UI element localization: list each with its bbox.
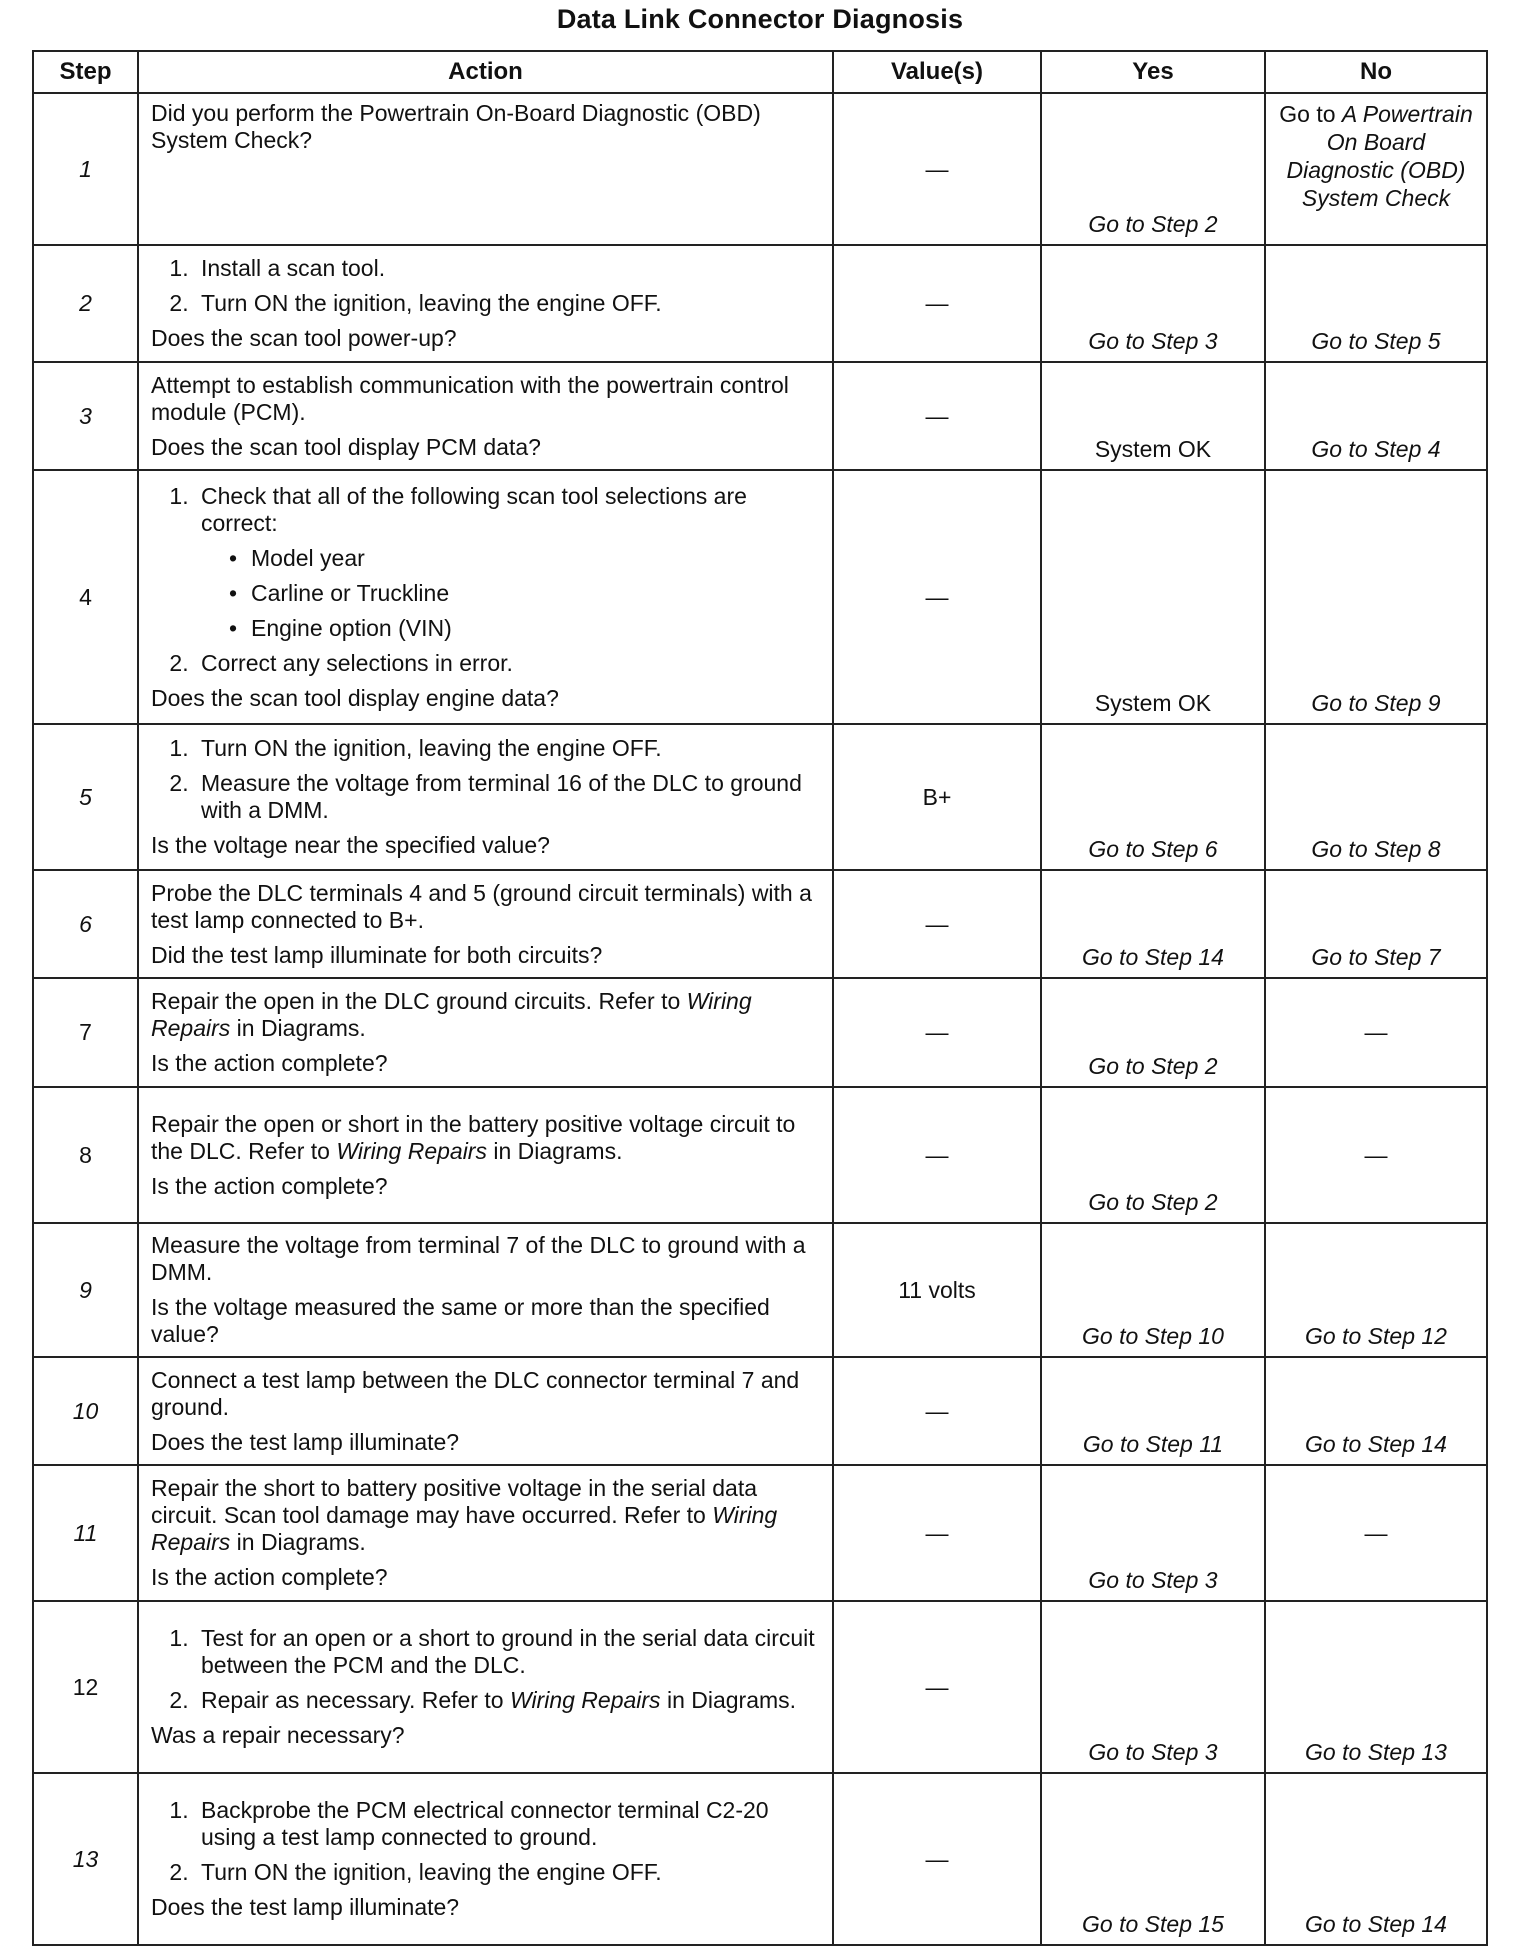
- header-yes: Yes: [1041, 51, 1265, 93]
- list-item: • Carline or Truckline: [245, 580, 822, 607]
- table-row: [33, 470, 1487, 724]
- action-question: Is the voltage measured the same or more than the specified value?: [151, 1294, 770, 1347]
- yes-cell: Go to Step 3: [1041, 1601, 1265, 1773]
- action-cell: [138, 470, 833, 724]
- no-link: A Powertrain On Board Diagnostic (OBD) System Check: [1286, 101, 1473, 211]
- no-cell: [1265, 93, 1487, 245]
- action-steps: [151, 255, 822, 317]
- list-item: • Engine option (VIN): [245, 615, 822, 642]
- value-cell: —: [833, 362, 1041, 470]
- step-number: 2: [33, 245, 138, 362]
- no-cell: —: [1265, 1465, 1487, 1601]
- no-cell: Go to Step 14: [1265, 1357, 1487, 1465]
- action-text: Attempt to establish communication with the powertrain control module (PCM).: [151, 371, 789, 425]
- no-cell: Go to Step 7: [1265, 870, 1487, 978]
- action-cell: [138, 1223, 833, 1357]
- header-values: Value(s): [833, 51, 1041, 93]
- action-cell: [138, 724, 833, 870]
- action-cell: [138, 1773, 833, 1945]
- page-title: Data Link Connector Diagnosis: [556, 4, 964, 34]
- step-number: 13: [33, 1773, 138, 1945]
- yes-cell: System OK: [1041, 470, 1265, 724]
- table-row: [33, 245, 1487, 362]
- action-text: Measure the voltage from terminal 7 of the DLC to ground with a DMM.: [151, 1232, 806, 1285]
- yes-cell: Go to Step 6: [1041, 724, 1265, 870]
- yes-cell: Go to Step 3: [1041, 245, 1265, 362]
- table-row: [33, 1601, 1487, 1773]
- action-step: [195, 483, 822, 642]
- step-number: 5: [33, 724, 138, 870]
- value-cell: 11 volts: [833, 1223, 1041, 1357]
- action-question: Does the scan tool display engine data?: [151, 684, 559, 711]
- table-row: [33, 724, 1487, 870]
- action-text-b: in Diagrams.: [230, 1529, 366, 1555]
- action-step: 2. Turn ON the ignition, leaving the engine OFF.: [195, 1859, 822, 1886]
- step-number: 8: [33, 1087, 138, 1223]
- table-header-row: [33, 51, 1487, 93]
- action-cell: [138, 245, 833, 362]
- no-cell: Go to Step 8: [1265, 724, 1487, 870]
- action-steps: [151, 1797, 822, 1886]
- action-cell: [138, 1087, 833, 1223]
- action-step: [195, 1687, 822, 1714]
- table-row: [33, 978, 1487, 1087]
- yes-cell: Go to Step 3: [1041, 1465, 1265, 1601]
- step-number: 1: [33, 93, 138, 245]
- list-item: • Model year: [245, 545, 822, 572]
- action-question: Does the scan tool power-up?: [151, 325, 457, 351]
- value-cell: —: [833, 978, 1041, 1087]
- no-prefix: Go to: [1279, 101, 1342, 127]
- table-row: [33, 362, 1487, 470]
- no-cell: Go to Step 4: [1265, 362, 1487, 470]
- diagnosis-table: [32, 50, 1488, 1946]
- header-no: No: [1265, 51, 1487, 93]
- action-step-text-b: in Diagrams.: [660, 1687, 797, 1713]
- no-cell: Go to Step 5: [1265, 245, 1487, 362]
- step-number: 3: [33, 362, 138, 470]
- action-cell: [138, 1465, 833, 1601]
- value-cell: —: [833, 1087, 1041, 1223]
- yes-cell: System OK: [1041, 362, 1265, 470]
- yes-cell: Go to Step 2: [1041, 978, 1265, 1087]
- value-cell: —: [833, 93, 1041, 245]
- action-question: Did the test lamp illuminate for both circuits?: [151, 941, 603, 968]
- yes-cell: Go to Step 10: [1041, 1223, 1265, 1357]
- step-number: 4: [33, 470, 138, 724]
- action-steps: [151, 483, 822, 677]
- no-cell: Go to Step 12: [1265, 1223, 1487, 1357]
- wiring-repairs-ref: Wiring Repairs: [151, 988, 752, 1041]
- value-cell: —: [833, 1465, 1041, 1601]
- value-cell: —: [833, 470, 1041, 724]
- action-steps: [151, 735, 822, 824]
- action-cell: [138, 978, 833, 1087]
- action-question: Is the action complete?: [151, 1564, 388, 1590]
- no-cell: —: [1265, 1087, 1487, 1223]
- action-step: 1. Turn ON the ignition, leaving the engine OFF.: [195, 735, 822, 762]
- value-cell: —: [833, 1357, 1041, 1465]
- action-step-text: Check that all of the following scan tool selections are correct:: [201, 482, 747, 536]
- wiring-repairs-ref: Wiring Repairs: [509, 1687, 661, 1713]
- action-text: Connect a test lamp between the DLC connector terminal 7 and ground.: [151, 1366, 800, 1420]
- table-row: [33, 1773, 1487, 1945]
- action-question: Did you perform the Powertrain On-Board Diagnostic (OBD) System Check?: [151, 100, 761, 153]
- action-text-b: in Diagrams.: [486, 1137, 623, 1164]
- action-question: Is the action complete?: [151, 1172, 388, 1199]
- action-step: 1. Install a scan tool.: [195, 255, 822, 282]
- table-row: [33, 870, 1487, 978]
- action-cell: [138, 1601, 833, 1773]
- value-cell: —: [833, 870, 1041, 978]
- action-step: 2. Measure the voltage from terminal 16 of the DLC to ground with a DMM.: [195, 770, 822, 824]
- yes-cell: Go to Step 15: [1041, 1773, 1265, 1945]
- header-step: Step: [33, 51, 138, 93]
- table-row: [33, 1223, 1487, 1357]
- no-cell: Go to Step 13: [1265, 1601, 1487, 1773]
- yes-cell: Go to Step 11: [1041, 1357, 1265, 1465]
- table-row: [33, 1357, 1487, 1465]
- action-cell: [138, 362, 833, 470]
- value-cell: —: [833, 245, 1041, 362]
- action-text-b: in Diagrams.: [230, 1015, 366, 1041]
- action-text-a: Repair the open or short in the battery positive voltage circuit to the DLC. Refer to: [151, 1110, 796, 1164]
- action-text-a: Repair the open in the DLC ground circuits. Refer to: [151, 988, 687, 1014]
- action-text-a: Repair the short to battery positive voltage in the serial data circuit. Scan tool damage may have occurred. Refer to: [151, 1475, 758, 1528]
- yes-cell: Go to Step 2: [1041, 1087, 1265, 1223]
- action-question: Was a repair necessary?: [151, 1722, 405, 1748]
- wiring-repairs-ref: Wiring Repairs: [151, 1502, 778, 1555]
- action-step-text-a: Repair as necessary. Refer to: [201, 1687, 510, 1713]
- table-row: [33, 1465, 1487, 1601]
- action-cell: [138, 93, 833, 245]
- yes-cell: Go to Step 14: [1041, 870, 1265, 978]
- step-number: 6: [33, 870, 138, 978]
- action-question: Is the action complete?: [151, 1050, 388, 1076]
- action-text: [151, 988, 822, 1042]
- action-step: 2. Correct any selections in error.: [195, 650, 822, 677]
- action-step: 2. Turn ON the ignition, leaving the engine OFF.: [195, 290, 822, 317]
- no-cell: Go to Step 14: [1265, 1773, 1487, 1945]
- action-question: Is the voltage near the specified value?: [151, 832, 550, 858]
- no-cell: —: [1265, 978, 1487, 1087]
- yes-cell: Go to Step 2: [1041, 93, 1265, 245]
- action-question: Does the test lamp illuminate?: [151, 1894, 460, 1920]
- wiring-repairs-ref: Wiring Repairs: [336, 1137, 487, 1164]
- action-text: Probe the DLC terminals 4 and 5 (ground circuit terminals) with a test lamp connected to B+.: [151, 879, 812, 933]
- no-cell: Go to Step 9: [1265, 470, 1487, 724]
- action-text: [151, 1475, 822, 1556]
- action-question: Does the scan tool display PCM data?: [151, 433, 541, 460]
- value-cell: B+: [833, 724, 1041, 870]
- header-action: Action: [138, 51, 833, 93]
- action-text: [151, 1111, 822, 1165]
- action-steps: [151, 1625, 822, 1714]
- action-cell: [138, 1357, 833, 1465]
- action-step: 1. Backprobe the PCM electrical connector terminal C2-20 using a test lamp connected to ground.: [195, 1797, 822, 1851]
- value-cell: —: [833, 1601, 1041, 1773]
- step-number: 12: [33, 1601, 138, 1773]
- action-step: 1. Test for an open or a short to ground in the serial data circuit between the PCM and the DLC.: [195, 1625, 822, 1679]
- step-number: 11: [33, 1465, 138, 1601]
- selection-list: [201, 545, 822, 642]
- step-number: 10: [33, 1357, 138, 1465]
- step-number: 7: [33, 978, 138, 1087]
- table-row: [33, 1087, 1487, 1223]
- step-number: 9: [33, 1223, 138, 1357]
- action-question: Does the test lamp illuminate?: [151, 1428, 460, 1455]
- action-cell: [138, 870, 833, 978]
- table-row: [33, 93, 1487, 245]
- value-cell: —: [833, 1773, 1041, 1945]
